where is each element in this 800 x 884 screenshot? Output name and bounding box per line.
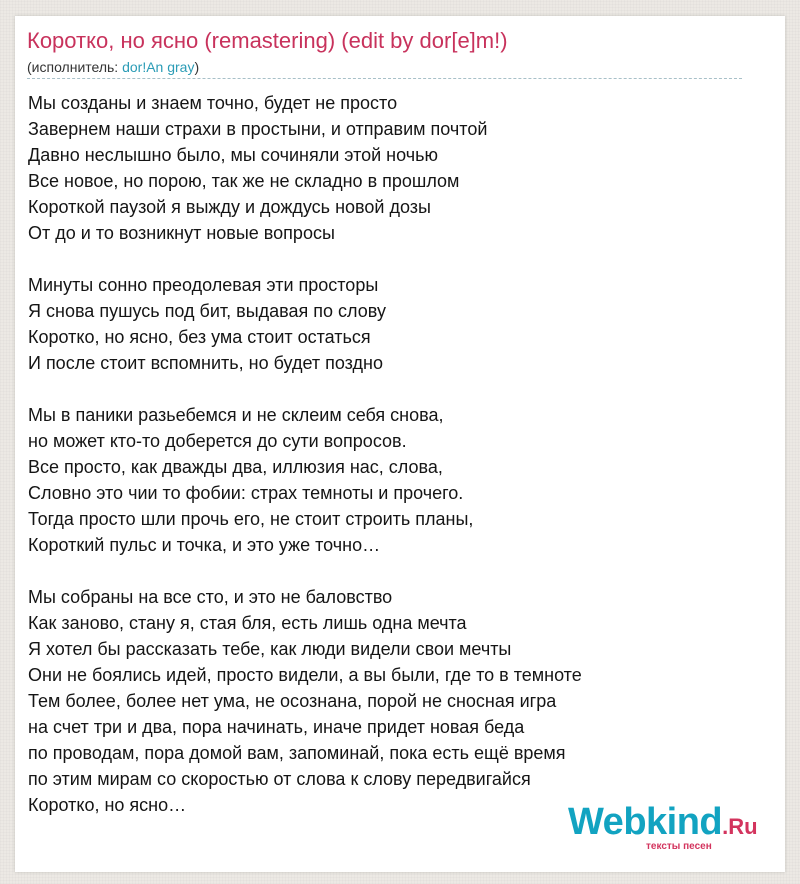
artist-prefix: (исполнитель: (27, 59, 123, 75)
lyric-line: Завернем наши страхи в простыни, и отправим почтой (28, 119, 488, 139)
lyric-line: Коротко, но ясно… (28, 795, 187, 815)
artist-suffix: ) (194, 59, 200, 75)
lyric-line: по этим мирам со скоростью от слова к слову передвигайся (28, 769, 531, 789)
title-divider (27, 78, 742, 79)
logo-tld: .Ru (722, 814, 758, 839)
lyric-line: Мы созданы и знаем точно, будет не просто (28, 93, 398, 113)
artist-line (27, 57, 199, 77)
lyrics-stanza (28, 90, 582, 246)
lyrics-stanza (28, 584, 582, 818)
lyric-line: Короткий пульс и точка, и это уже точно… (28, 535, 381, 555)
lyric-line: Тогда просто шли прочь его, не стоит строить планы, (28, 509, 474, 529)
lyric-line: Коротко, но ясно, без ума стоит остаться (28, 327, 371, 347)
lyrics-block (28, 90, 582, 818)
lyric-line: Они не боялись идей, просто видели, а вы были, где то в темноте (28, 665, 582, 685)
lyric-line: И после стоит вспомнить, но будет поздно (28, 353, 383, 373)
lyric-line: по проводам, пора домой вам, запоминай, пока есть ещё время (28, 743, 566, 763)
lyric-line: Я хотел бы рассказать тебе, как люди видели свои мечты (28, 639, 512, 659)
lyric-line: Минуты сонно преодолевая эти просторы (28, 275, 379, 295)
logo-tagline: тексты песен (646, 841, 712, 852)
webkind-logo[interactable] (568, 800, 768, 862)
lyric-line: Тем более, более нет ума, не осознана, порой не сносная игра (28, 691, 557, 711)
lyric-line: Давно неслышно было, мы сочиняли этой ночью (28, 145, 438, 165)
lyrics-stanza (28, 402, 582, 558)
lyric-line: Я снова пушусь под бит, выдавая по слову (28, 301, 386, 321)
lyric-line: но может кто-то доберется до сути вопросов. (28, 431, 407, 451)
lyric-line: на счет три и два, пора начинать, иначе придет новая беда (28, 717, 525, 737)
lyric-line: Мы в паники разьебемся и не склеим себя снова, (28, 405, 444, 425)
lyric-line: Как заново, стану я, стая бля, есть лишь одна мечта (28, 613, 467, 633)
artist-link[interactable]: dor!An gray (122, 59, 195, 75)
lyric-line: Все новое, но порою, так же не складно в прошлом (28, 171, 460, 191)
lyric-line: Короткой паузой я выжду и дождусь новой дозы (28, 197, 431, 217)
lyric-line: От до и то возникнут новые вопросы (28, 223, 335, 243)
lyrics-stanza (28, 272, 582, 376)
song-title: Коротко, но ясно (remastering) (edit by dor[e]m!) (27, 28, 508, 53)
lyric-line: Словно это чии то фобии: страх темноты и прочего. (28, 483, 464, 503)
lyric-line: Все просто, как дважды два, иллюзия нас, слова, (28, 457, 443, 477)
lyric-line: Мы собраны на все сто, и это не баловство (28, 587, 393, 607)
logo-name: Webkind (568, 801, 723, 843)
